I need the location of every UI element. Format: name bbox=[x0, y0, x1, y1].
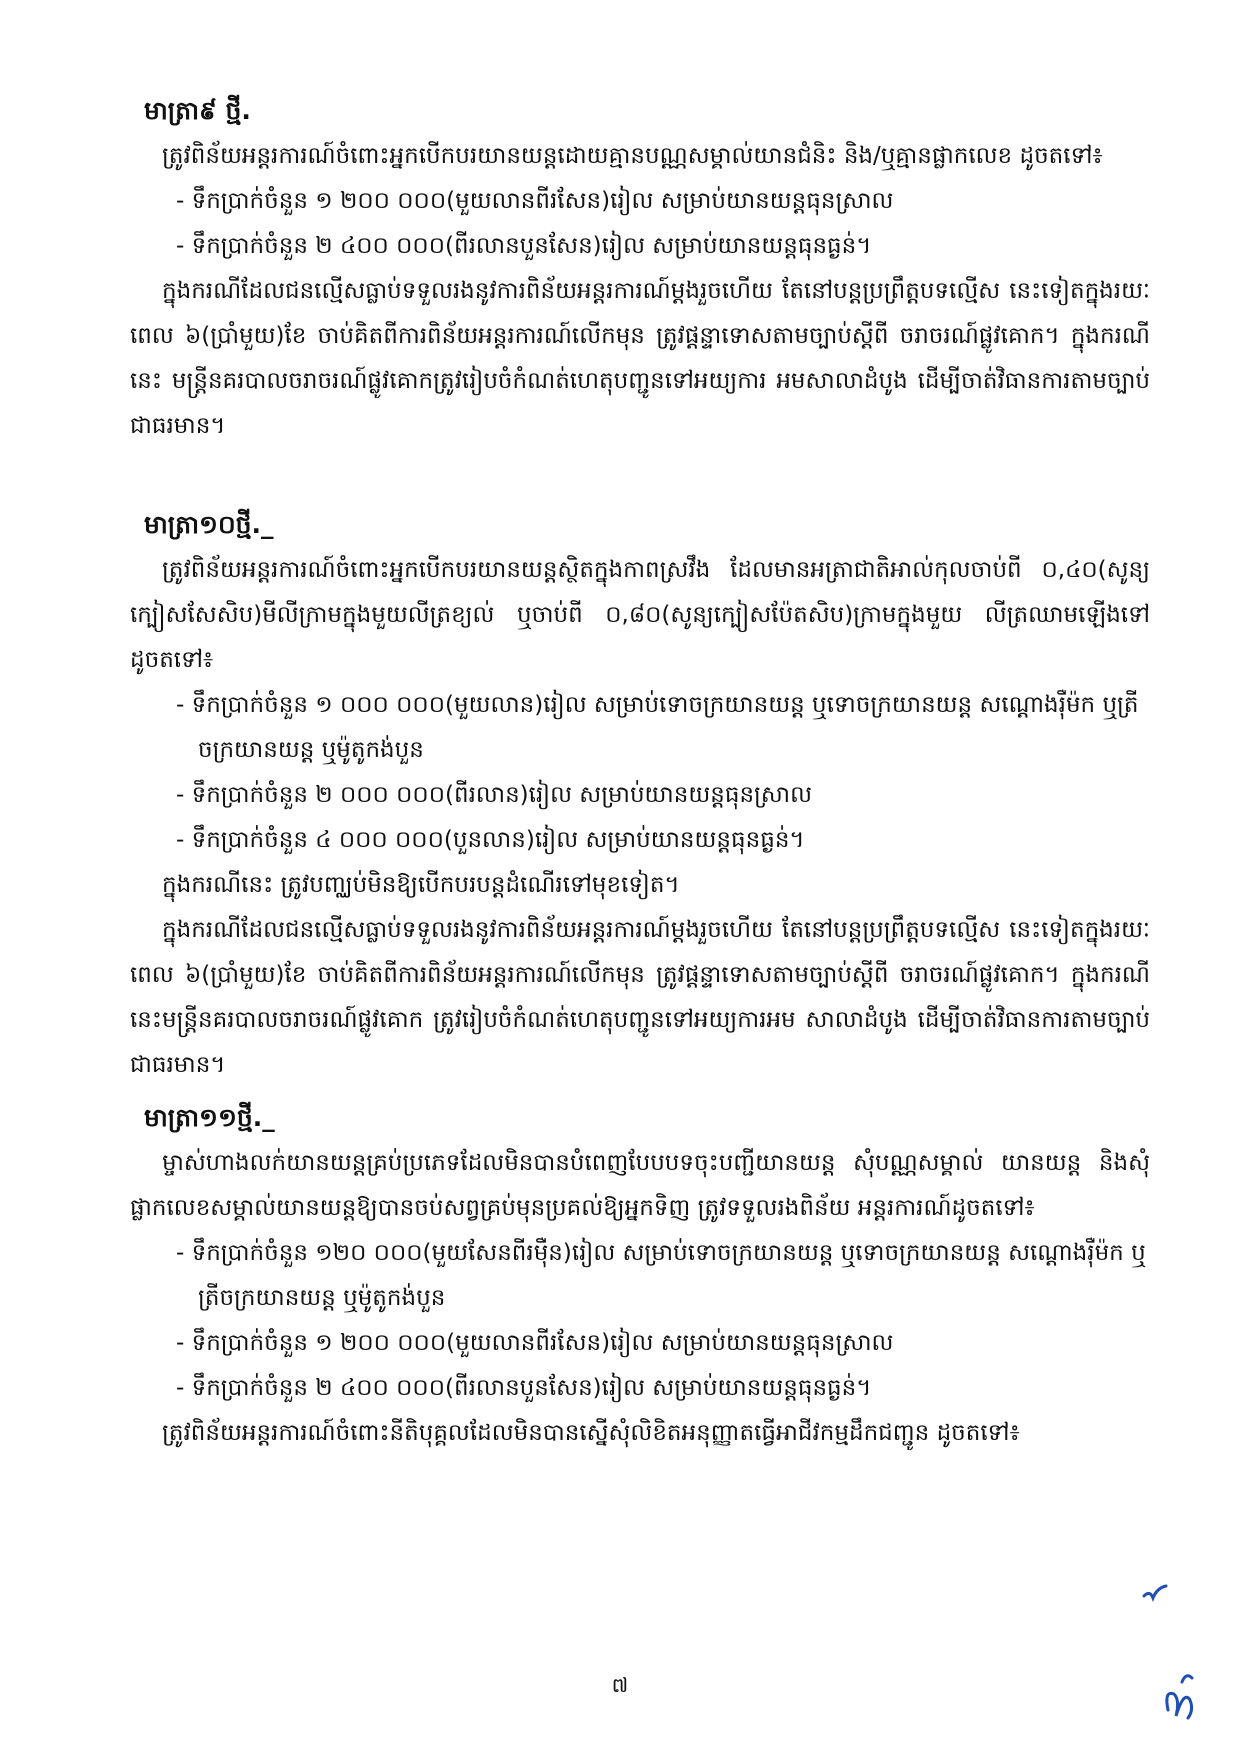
fine-item: - ទឹកប្រាក់ចំនួន ២ ៤០០ ០០០(ពីរលានបួនសែន)រៀល សម្រាប់យានយន្តធុនធ្ងន់។ bbox=[176, 233, 872, 259]
fine-item: - ទឹកប្រាក់ចំនួន ១ ០០០ ០០០(មួយលាន)រៀល សម្រាប់ទោចក្រយានយន្ត ឬទោចក្រយានយន្ត សណ្តោងរ៉ឺម៉ក ឬត្រីចក្រយានយន្ត ឬម៉ូតូកង់បួន bbox=[176, 692, 1139, 763]
article-9 bbox=[130, 88, 1150, 449]
article-heading: មាត្រា១១ថ្មី._ bbox=[144, 1103, 275, 1132]
article-paragraph: ត្រូវពិន័យអន្តរការណ៍ចំពោះអ្នកបើកបរយានយន្តដោយគ្មានបណ្ណសម្គាល់យានជំនិះ និង/ឬគ្មានផ្លាកលេខ ដូចតទៅ៖ bbox=[162, 143, 1103, 169]
article-paragraph: ត្រូវពិន័យអន្តរការណ៍ចំពោះអ្នកបើកបរយានយន្តស្ថិតក្នុងកាពស្រវឹង ដែលមានអត្រាជាតិអាល់កុលចាប់ពី ០,៤០(សូន្យក្បៀសសែសិប)មីលីក្រាមក្នុងមួយលីត្រខ្យល់ ឬចាប់ពី ០,៨០(សូន្យក្បៀសប៉ែតសិប)ក្រាមក្នុងមួយ លីត្រឈាមឡើងទៅ ដូចតទៅ៖ bbox=[130, 557, 1150, 673]
article-heading: មាត្រា១០ថ្មី._ bbox=[144, 510, 274, 539]
article-paragraph: ក្នុងករណីនេះ ត្រូវបញ្ឈប់មិនឱ្យបើកបរបន្តដំណើរទៅមុខទៀត។ bbox=[162, 872, 680, 898]
article-heading: មាត្រា៩ ថ្មី. bbox=[144, 96, 251, 125]
fine-item: - ទឹកប្រាក់ចំនួន ៤ ០០០ ០០០(បួនលាន)រៀល សម្រាប់យានយន្តធុនធ្ងន់។ bbox=[176, 827, 805, 853]
handwritten-initial-icon bbox=[1160, 1660, 1200, 1730]
page-number: ៧ bbox=[611, 1673, 629, 1697]
article-paragraph: ក្នុងករណីដែលជនល្មើសធ្លាប់ទទួលរងនូវការពិន័យអន្តរការណ៍ម្តងរួចហើយ តែនៅបន្តប្រព្រឹត្តបទល្មើស នេះទៀតក្នុងរយៈពេល ៦(ប្រាំមួយ)ខែ ចាប់គិតពីការពិន័យអន្តរការណ៍លើកមុន ត្រូវផ្តន្ទាទោសតាមច្បាប់ស្តីពី ចរាចរណ៍ផ្លូវគោក។ ក្នុងករណីនេះ មន្ត្រីនគរបាលចរាចរណ៍ផ្លូវគោកត្រូវរៀបចំកំណត់ហេតុបញ្ជូនទៅអយ្យការ អមសាលាដំបូង ដើម្បីចាត់វិធានការតាមច្បាប់ជាធរមាន។ bbox=[130, 278, 1150, 439]
handwritten-tick-icon bbox=[1140, 1580, 1170, 1610]
fine-item: - ទឹកប្រាក់ចំនួន ១ ២០០ ០០០(មួយលានពីរសែន)រៀល សម្រាប់យានយន្តធុនស្រាល bbox=[176, 1330, 894, 1356]
article-11 bbox=[130, 1095, 1150, 1456]
article-paragraph: ម្ចាស់ហាងលក់យានយន្តគ្រប់ប្រភេទដែលមិនបានបំពេញបែបបទចុះបញ្ជីយានយន្ត សុំបណ្ណសម្គាល់ យានយន្ត និងសុំផ្លាកលេខសម្គាល់យានយន្តឱ្យបានចប់សព្វគ្រប់មុនប្រគល់ឱ្យអ្នកទិញ ត្រូវទទួលរងពិន័យ អន្តរការណ៍ដូចតទៅ៖ bbox=[130, 1150, 1150, 1221]
fine-item: - ទឹកប្រាក់ចំនួន ២ ៤០០ ០០០(ពីរលានបួនសែន)រៀល សម្រាប់យានយន្តធុនធ្ងន់។ bbox=[176, 1375, 872, 1401]
fine-item: - ទឹកប្រាក់ចំនួន ១ ២០០ ០០០(មួយលានពីរសែន)រៀល សម្រាប់យានយន្តធុនស្រាល bbox=[176, 188, 894, 214]
article-paragraph: ត្រូវពិន័យអន្តរការណ៍ចំពោះនីតិបុគ្គលដែលមិនបានស្នើសុំលិខិតអនុញ្ញាតធ្វើអាជីវកម្មដឹកជញ្ជូន ដូចតទៅ៖ bbox=[162, 1420, 1020, 1446]
fine-item: - ទឹកប្រាក់ចំនួន ២ ០០០ ០០០(ពីរលាន)រៀល សម្រាប់យានយន្តធុនស្រាល bbox=[176, 782, 813, 808]
article-10 bbox=[130, 502, 1150, 1088]
article-paragraph: ក្នុងករណីដែលជនល្មើសធ្លាប់ទទួលរងនូវការពិន័យអន្តរការណ៍ម្តងរួចហើយ តែនៅបន្តប្រព្រឹត្តបទល្មើស នេះទៀតក្នុងរយៈពេល ៦(ប្រាំមួយ)ខែ ចាប់គិតពីការពិន័យអន្តរការណ៍លើកមុន ត្រូវផ្តន្ទាទោសតាមច្បាប់ស្តីពី ចរាចរណ៍ផ្លូវគោក។ ក្នុងករណីនេះមន្ត្រីនគរបាលចរាចរណ៍ផ្លូវគោក ត្រូវរៀបចំកំណត់ហេតុបញ្ជូនទៅអយ្យការអម សាលាដំបូង ដើម្បីចាត់វិធានការតាមច្បាប់ជាធរមាន។ bbox=[130, 917, 1150, 1078]
fine-item: - ទឹកប្រាក់ចំនួន ១២០ ០០០(មួយសែនពីរម៉ឺន)រៀល សម្រាប់ទោចក្រយានយន្ត ឬទោចក្រយានយន្ត សណ្តោងរ៉ឺម៉ក ឬត្រីចក្រយានយន្ត ឬម៉ូតូកង់បួន bbox=[176, 1240, 1146, 1311]
